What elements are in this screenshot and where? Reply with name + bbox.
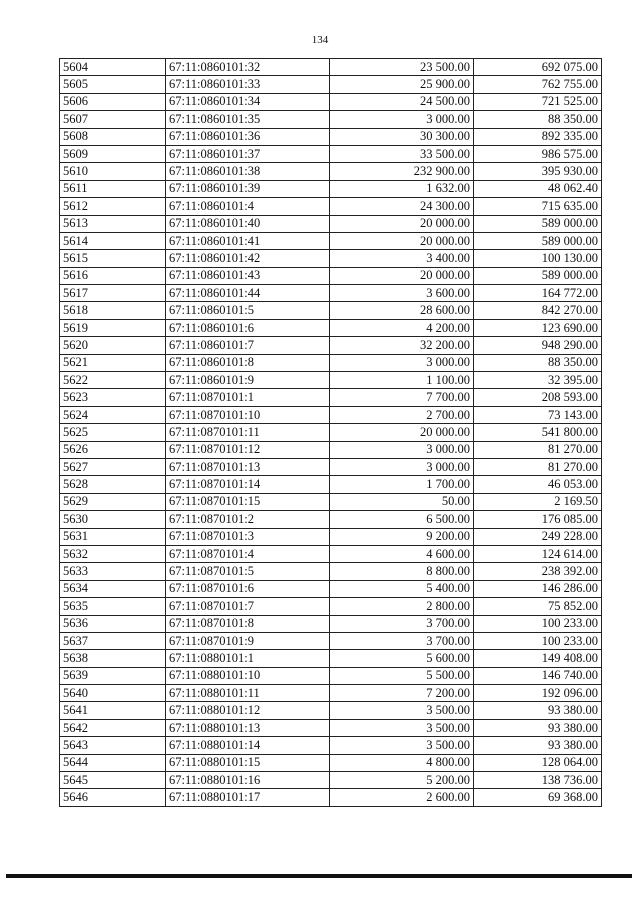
cadastral-number-cell: 67:11:0880101:11 [166,685,330,702]
cadastral-value-cell: 589 000.00 [474,267,602,284]
table-row [60,737,602,754]
row-number-cell: 5638 [60,650,166,667]
row-number-cell: 5621 [60,354,166,371]
cadastral-value-cell: 93 380.00 [474,737,602,754]
row-number-cell: 5604 [60,59,166,76]
table-row [60,198,602,215]
area-cell: 5 200.00 [330,772,474,789]
area-cell: 5 500.00 [330,667,474,684]
cadastral-value-cell: 986 575.00 [474,145,602,162]
row-number-cell: 5616 [60,267,166,284]
table-row [60,563,602,580]
table-row [60,267,602,284]
cadastral-value-cell: 123 690.00 [474,319,602,336]
area-cell: 3 000.00 [330,111,474,128]
area-cell: 1 632.00 [330,180,474,197]
cadastral-number-cell: 67:11:0870101:5 [166,563,330,580]
area-cell: 5 400.00 [330,580,474,597]
table-row [60,145,602,162]
row-number-cell: 5634 [60,580,166,597]
area-cell: 3 400.00 [330,250,474,267]
table-row [60,493,602,510]
cadastral-number-cell: 67:11:0870101:11 [166,424,330,441]
area-cell: 4 600.00 [330,545,474,562]
cadastral-value-cell: 892 335.00 [474,128,602,145]
area-cell: 3 500.00 [330,719,474,736]
cadastral-number-cell: 67:11:0870101:6 [166,580,330,597]
area-cell: 4 200.00 [330,319,474,336]
cadastral-number-cell: 67:11:0870101:7 [166,598,330,615]
area-cell: 20 000.00 [330,267,474,284]
cadastral-value-cell: 762 755.00 [474,76,602,93]
cadastral-number-cell: 67:11:0860101:40 [166,215,330,232]
table-row [60,93,602,110]
cadastral-number-cell: 67:11:0880101:15 [166,754,330,771]
row-number-cell: 5633 [60,563,166,580]
cadastral-number-cell: 67:11:0860101:38 [166,163,330,180]
cadastral-value-cell: 208 593.00 [474,389,602,406]
cadastral-value-cell: 88 350.00 [474,354,602,371]
table-row [60,458,602,475]
area-cell: 20 000.00 [330,424,474,441]
cadastral-value-cell: 541 800.00 [474,424,602,441]
area-cell: 3 500.00 [330,737,474,754]
cadastral-value-cell: 81 270.00 [474,458,602,475]
area-cell: 8 800.00 [330,563,474,580]
cadastral-value-cell: 149 408.00 [474,650,602,667]
table-row [60,615,602,632]
area-cell: 3 700.00 [330,615,474,632]
area-cell: 28 600.00 [330,302,474,319]
area-cell: 3 500.00 [330,702,474,719]
table-row [60,389,602,406]
cadastral-number-cell: 67:11:0870101:10 [166,406,330,423]
row-number-cell: 5605 [60,76,166,93]
table-row [60,424,602,441]
cadastral-value-cell: 69 368.00 [474,789,602,806]
area-cell: 33 500.00 [330,145,474,162]
cadastral-number-cell: 67:11:0870101:3 [166,528,330,545]
cadastral-number-cell: 67:11:0880101:16 [166,772,330,789]
area-cell: 1 100.00 [330,372,474,389]
cadastral-value-cell: 100 233.00 [474,632,602,649]
area-cell: 3 600.00 [330,285,474,302]
row-number-cell: 5624 [60,406,166,423]
table-row [60,476,602,493]
area-cell: 20 000.00 [330,232,474,249]
cadastral-number-cell: 67:11:0860101:5 [166,302,330,319]
footer-rule [6,874,632,878]
row-number-cell: 5619 [60,319,166,336]
cadastral-number-cell: 67:11:0860101:34 [166,93,330,110]
cadastral-number-cell: 67:11:0880101:1 [166,650,330,667]
table-row [60,232,602,249]
cadastral-value-cell: 93 380.00 [474,719,602,736]
table-row [60,511,602,528]
row-number-cell: 5644 [60,754,166,771]
cadastral-value-cell: 75 852.00 [474,598,602,615]
row-number-cell: 5645 [60,772,166,789]
cadastral-value-cell: 146 740.00 [474,667,602,684]
cadastral-number-cell: 67:11:0870101:15 [166,493,330,510]
table-row [60,702,602,719]
cadastral-value-cell: 164 772.00 [474,285,602,302]
table-row [60,302,602,319]
cadastral-value-cell: 589 000.00 [474,232,602,249]
area-cell: 32 200.00 [330,337,474,354]
cadastral-value-cell: 948 290.00 [474,337,602,354]
row-number-cell: 5609 [60,145,166,162]
cadastral-number-cell: 67:11:0870101:13 [166,458,330,475]
table-row [60,406,602,423]
table-row [60,59,602,76]
row-number-cell: 5606 [60,93,166,110]
cadastral-number-cell: 67:11:0860101:8 [166,354,330,371]
row-number-cell: 5642 [60,719,166,736]
row-number-cell: 5623 [60,389,166,406]
table-row [60,337,602,354]
row-number-cell: 5610 [60,163,166,180]
cadastral-value-cell: 81 270.00 [474,441,602,458]
cadastral-value-cell: 138 736.00 [474,772,602,789]
cadastral-number-cell: 67:11:0880101:13 [166,719,330,736]
area-cell: 3 000.00 [330,354,474,371]
table-row [60,441,602,458]
table-row [60,598,602,615]
area-cell: 25 900.00 [330,76,474,93]
cadastral-number-cell: 67:11:0870101:4 [166,545,330,562]
row-number-cell: 5639 [60,667,166,684]
cadastral-value-cell: 192 096.00 [474,685,602,702]
cadastral-value-cell: 249 228.00 [474,528,602,545]
table-row [60,754,602,771]
cadastral-number-cell: 67:11:0870101:1 [166,389,330,406]
table-row [60,632,602,649]
row-number-cell: 5630 [60,511,166,528]
cadastral-number-cell: 67:11:0860101:36 [166,128,330,145]
area-cell: 2 800.00 [330,598,474,615]
cadastral-value-cell: 395 930.00 [474,163,602,180]
cadastral-value-cell: 842 270.00 [474,302,602,319]
cadastral-number-cell: 67:11:0870101:14 [166,476,330,493]
row-number-cell: 5635 [60,598,166,615]
table-row [60,180,602,197]
area-cell: 30 300.00 [330,128,474,145]
cadastral-number-cell: 67:11:0880101:12 [166,702,330,719]
area-cell: 7 700.00 [330,389,474,406]
cadastral-number-cell: 67:11:0870101:12 [166,441,330,458]
cadastral-value-table [59,58,602,807]
cadastral-number-cell: 67:11:0860101:41 [166,232,330,249]
cadastral-value-cell: 692 075.00 [474,59,602,76]
row-number-cell: 5627 [60,458,166,475]
table-row [60,285,602,302]
cadastral-value-cell: 48 062.40 [474,180,602,197]
table-row [60,111,602,128]
table-row [60,354,602,371]
row-number-cell: 5629 [60,493,166,510]
cadastral-value-cell: 128 064.00 [474,754,602,771]
area-cell: 7 200.00 [330,685,474,702]
area-cell: 50.00 [330,493,474,510]
cadastral-value-cell: 238 392.00 [474,563,602,580]
cadastral-number-cell: 67:11:0860101:42 [166,250,330,267]
row-number-cell: 5620 [60,337,166,354]
cadastral-value-cell: 32 395.00 [474,372,602,389]
row-number-cell: 5613 [60,215,166,232]
cadastral-number-cell: 67:11:0880101:10 [166,667,330,684]
cadastral-value-cell: 715 635.00 [474,198,602,215]
table-row [60,372,602,389]
table-row [60,580,602,597]
cadastral-number-cell: 67:11:0860101:4 [166,198,330,215]
table-row [60,528,602,545]
cadastral-number-cell: 67:11:0870101:8 [166,615,330,632]
area-cell: 3 000.00 [330,458,474,475]
row-number-cell: 5632 [60,545,166,562]
row-number-cell: 5617 [60,285,166,302]
row-number-cell: 5612 [60,198,166,215]
row-number-cell: 5631 [60,528,166,545]
table-row [60,667,602,684]
area-cell: 2 700.00 [330,406,474,423]
table-row [60,685,602,702]
cadastral-value-cell: 146 286.00 [474,580,602,597]
row-number-cell: 5643 [60,737,166,754]
cadastral-number-cell: 67:11:0860101:9 [166,372,330,389]
area-cell: 3 700.00 [330,632,474,649]
area-cell: 24 300.00 [330,198,474,215]
area-cell: 9 200.00 [330,528,474,545]
row-number-cell: 5646 [60,789,166,806]
area-cell: 3 000.00 [330,441,474,458]
area-cell: 1 700.00 [330,476,474,493]
row-number-cell: 5615 [60,250,166,267]
cadastral-number-cell: 67:11:0860101:35 [166,111,330,128]
cadastral-number-cell: 67:11:0860101:44 [166,285,330,302]
cadastral-value-cell: 589 000.00 [474,215,602,232]
table-row [60,545,602,562]
cadastral-number-cell: 67:11:0860101:37 [166,145,330,162]
cadastral-value-cell: 93 380.00 [474,702,602,719]
row-number-cell: 5622 [60,372,166,389]
cadastral-value-cell: 73 143.00 [474,406,602,423]
row-number-cell: 5640 [60,685,166,702]
cadastral-number-cell: 67:11:0860101:39 [166,180,330,197]
table-row [60,128,602,145]
area-cell: 5 600.00 [330,650,474,667]
cadastral-value-cell: 176 085.00 [474,511,602,528]
cadastral-number-cell: 67:11:0870101:9 [166,632,330,649]
cadastral-value-cell: 88 350.00 [474,111,602,128]
cadastral-number-cell: 67:11:0860101:32 [166,59,330,76]
row-number-cell: 5625 [60,424,166,441]
row-number-cell: 5641 [60,702,166,719]
table-row [60,76,602,93]
table-body [60,59,602,807]
table-row [60,319,602,336]
table-row [60,163,602,180]
cadastral-number-cell: 67:11:0860101:7 [166,337,330,354]
table-row [60,772,602,789]
cadastral-number-cell: 67:11:0870101:2 [166,511,330,528]
area-cell: 232 900.00 [330,163,474,180]
cadastral-number-cell: 67:11:0860101:6 [166,319,330,336]
area-cell: 20 000.00 [330,215,474,232]
row-number-cell: 5608 [60,128,166,145]
row-number-cell: 5618 [60,302,166,319]
row-number-cell: 5607 [60,111,166,128]
area-cell: 23 500.00 [330,59,474,76]
cadastral-number-cell: 67:11:0880101:17 [166,789,330,806]
cadastral-number-cell: 67:11:0860101:43 [166,267,330,284]
page-number: 134 [311,34,329,46]
area-cell: 24 500.00 [330,93,474,110]
row-number-cell: 5614 [60,232,166,249]
cadastral-value-cell: 2 169.50 [474,493,602,510]
cadastral-number-cell: 67:11:0860101:33 [166,76,330,93]
row-number-cell: 5637 [60,632,166,649]
cadastral-value-cell: 721 525.00 [474,93,602,110]
cadastral-value-cell: 46 053.00 [474,476,602,493]
row-number-cell: 5628 [60,476,166,493]
area-cell: 2 600.00 [330,789,474,806]
area-cell: 6 500.00 [330,511,474,528]
cadastral-number-cell: 67:11:0880101:14 [166,737,330,754]
table-row [60,250,602,267]
cadastral-value-cell: 100 233.00 [474,615,602,632]
table-row [60,719,602,736]
area-cell: 4 800.00 [330,754,474,771]
table-row [60,789,602,806]
row-number-cell: 5611 [60,180,166,197]
table-row [60,215,602,232]
cadastral-value-cell: 100 130.00 [474,250,602,267]
row-number-cell: 5626 [60,441,166,458]
table-row [60,650,602,667]
row-number-cell: 5636 [60,615,166,632]
cadastral-value-cell: 124 614.00 [474,545,602,562]
